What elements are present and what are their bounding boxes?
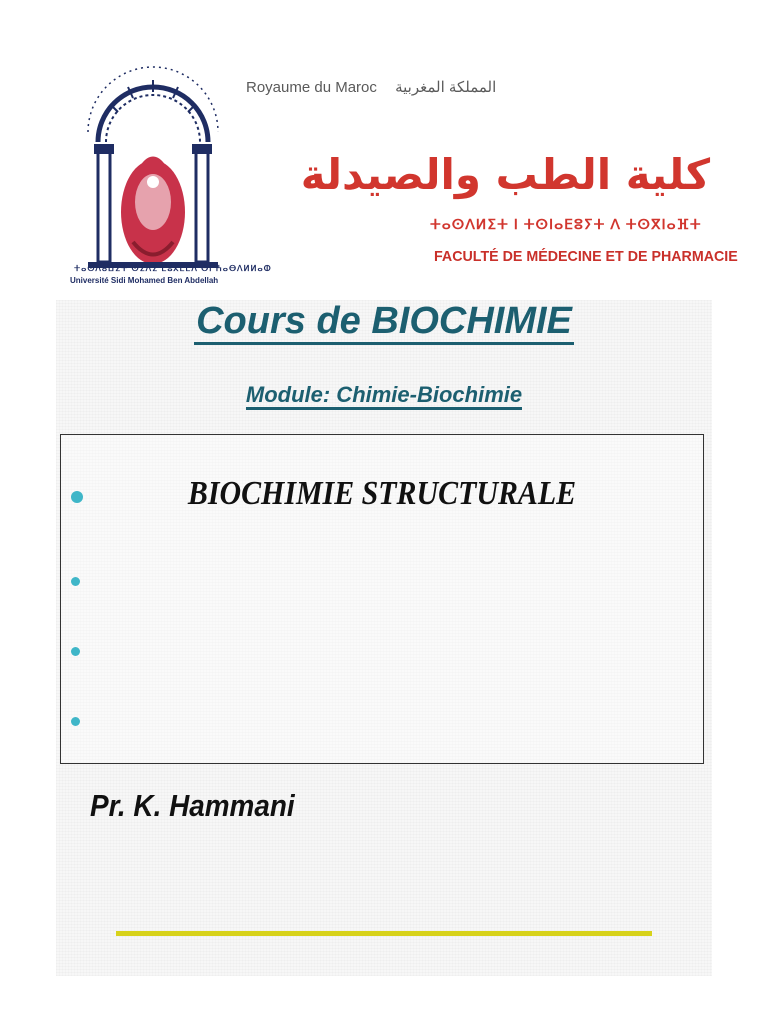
- course-title: [0, 300, 768, 343]
- course-title-text: Cours de BIOCHIMIE: [194, 300, 574, 345]
- content-box: [60, 434, 704, 764]
- bullet-2: [71, 577, 80, 586]
- university-tifinagh-caption: ⵜⴰⵙⴷⴰⵡⵉⵜ ⵙⵉⴷⵉ ⵎⵓⵃⵎⵎⴷ ⴱⵏ ⵄⴰⴱⴷⵍⵍⴰⵀ: [74, 264, 272, 273]
- kingdom-header: [246, 78, 496, 96]
- bullet-3: [71, 647, 80, 656]
- faculty-name-french: FACULTÉ DE MÉDECINE ET DE PHARMACIE: [434, 248, 738, 265]
- university-logo: [68, 52, 238, 292]
- author-name: Pr. K. Hammani: [90, 788, 295, 823]
- university-caption: Université Sidi Mohamed Ben Abdellah: [70, 276, 219, 285]
- kingdom-ar: المملكة المغربية: [395, 79, 497, 96]
- bullet-4: [71, 717, 80, 726]
- faculty-name-tifinagh: ⵜⴰⵙⴷⵍⵉⵜ ⵏ ⵜⵙⵏⴰⴹⵓⵢⵜ ⴷ ⵜⵙⴳⵏⴰⴼⵜ: [430, 216, 702, 232]
- accent-divider: [116, 931, 652, 936]
- kingdom-fr: Royaume du Maroc: [246, 79, 377, 96]
- module-subtitle: [0, 382, 768, 408]
- module-subtitle-text: Module: Chimie-Biochimie: [246, 382, 522, 410]
- bullet-1: [71, 491, 83, 503]
- faculty-name-arabic: كلية الطب والصيدلة: [300, 150, 710, 199]
- box-heading: BIOCHIMIE STRUCTURALE: [187, 475, 577, 512]
